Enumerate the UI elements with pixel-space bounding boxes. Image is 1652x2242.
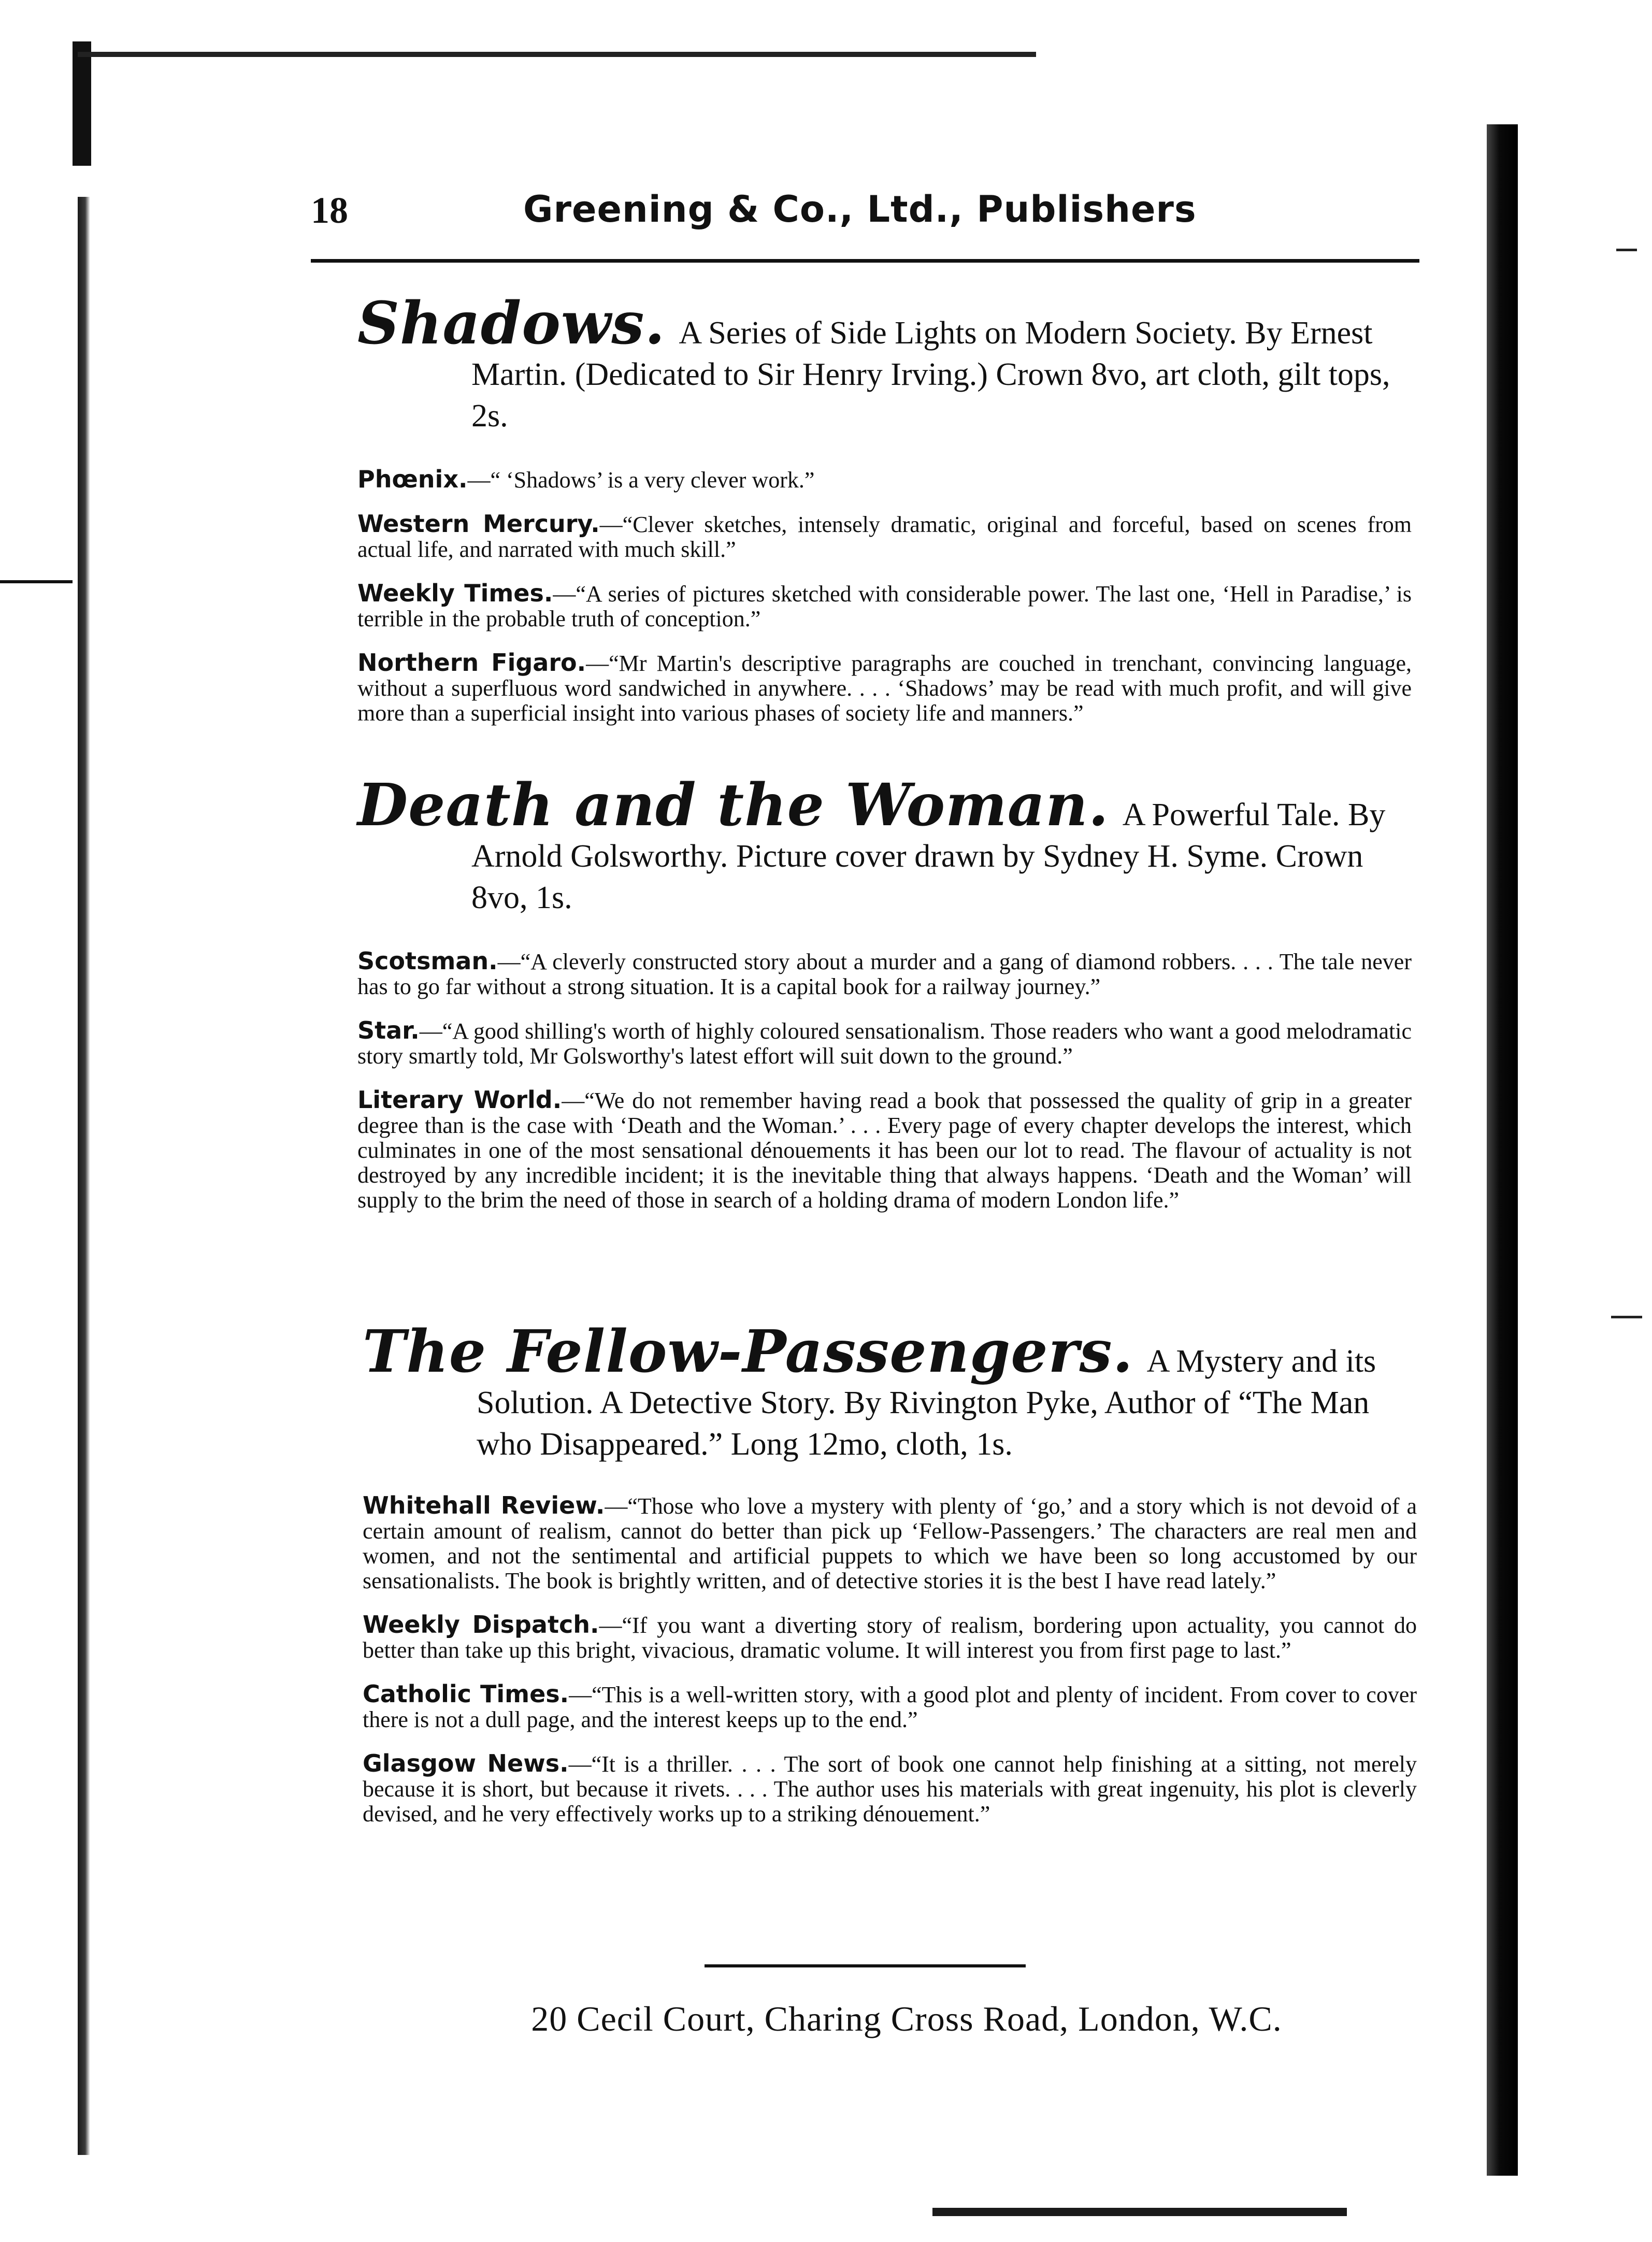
review [363,1681,1417,1732]
page-number: 18 [311,190,348,231]
scan-edge-artifact [78,197,90,2155]
scan-edge-artifact [78,52,1036,57]
review [363,1751,1417,1827]
book-description: A Series of Side Lights on Modern Society. By Ernest Martin. (Dedicated to Sir Henry Irving.) Crown 8vo, art cloth, gilt tops, 2s. [471,315,1390,434]
running-title: Greening & Co., Ltd., Publishers [523,188,1197,231]
review-text: —“A series of pictures sketched with considerable power. The last one, ‘Hell in Paradise,’ is terrible in the probable truth of conception.” [357,581,1412,631]
scan-edge-artifact [932,2208,1347,2216]
review-source: Weekly Times. [357,579,553,607]
review [363,1612,1417,1663]
footer-rule [705,1964,1026,1967]
review-source: Phœnix. [357,465,468,493]
review-source: Scotsman. [357,947,498,975]
scan-mark [0,580,73,583]
review-source: Whitehall Review. [363,1491,605,1519]
book-title: Shadows. [357,290,666,357]
book-entry [357,290,1412,726]
review-source: Literary World. [357,1086,562,1114]
book-title: Death and the Woman. [357,771,1109,839]
book-description: A Mystery and its Solution. A Detective Story. By Rivington Pyke, Author of “The Man who Disappeared.” Long 12mo, cloth, 1s. [477,1344,1376,1462]
review-source: Star. [357,1016,420,1044]
review-source: Glasgow News. [363,1749,569,1777]
review-source: Weekly Dispatch. [363,1611,599,1639]
book-entry [357,771,1412,1213]
review [357,650,1412,726]
review-text: —“ ‘Shadows’ is a very clever work.” [467,467,815,493]
publisher-address: 20 Cecil Court, Charing Cross Road, London, W.C. [531,1999,1282,2038]
review-source: Northern Figaro. [357,649,586,677]
review-text: —“A good shilling's worth of highly coloured sensationalism. Those readers who want a good melodramatic story smartly told, Mr Golsworthy's latest effort will suit down to the ground.” [357,1018,1412,1069]
scan-mark [1616,249,1637,251]
review-text: —“Mr Martin's descriptive paragraphs are couched in trenchant, convincing language, without a superfluous word sandwiched in anywhere. . . . ‘Shadows’ may be read with much profit, and will give more than a superficial insight into various phases of society life and manners.” [357,651,1412,726]
book-heading [363,1318,1417,1465]
review [357,948,1412,999]
review [357,511,1412,562]
review [357,1018,1412,1069]
scan-edge-artifact [1487,124,1518,2176]
book-heading [357,771,1412,918]
scan-edge-artifact [73,41,91,166]
review [357,1087,1412,1213]
review [357,581,1412,631]
book-title: The Fellow-Passengers. [363,1318,1133,1386]
review-source: Catholic Times. [363,1680,569,1708]
review-text: —“Clever sketches, intensely dramatic, original and forceful, based on scenes from actual life, and narrated with much skill.” [357,512,1412,562]
scan-mark [1611,1316,1642,1318]
review-source: Western Mercury. [357,510,600,538]
review [357,467,1412,493]
review-text: —“This is a well-written story, with a good plot and plenty of incident. From cover to cover there is not a dull page, and the interest keeps up to the end.” [363,1682,1417,1732]
book-description: A Powerful Tale. By Arnold Golsworthy. Picture cover drawn by Sydney H. Syme. Crown 8vo, 1s. [471,797,1386,915]
review [363,1493,1417,1593]
review-text: —“Those who love a mystery with plenty of ‘go,’ and a story which is not devoid of a certain amount of realism, cannot do better than pick up ‘Fellow-Passengers.’ The characters are real men and women, and not the sentimental and artificial puppets to which we have been so long accustomed by our sensationalists. The book is brightly written, and of detective stories it is the best I have read lately.” [363,1493,1417,1593]
review-text: —“We do not remember having read a book that possessed the quality of grip in a greater degree than is the case with ‘Death and the Woman.’ . . . Every page of every chapter develops the interest, which culminates in one of the most sensational dénouements it has been our lot to read. The flavour of actuality is not destroyed by any incredible incident; it is the inevitable thing that always happens. ‘Death and the Woman’ will supply to the brim the need of those in search of a holding drama of modern London life.” [357,1088,1412,1213]
running-header [311,179,1419,241]
header-rule [311,259,1419,263]
book-heading [357,290,1412,437]
book-entry [363,1318,1417,1827]
review-text: —“It is a thriller. . . . The sort of book one cannot help finishing at a sitting, not merely because it is short, but because it rivets. . . . The author uses his materials with great ingenuity, his plot is cleverly devised, and he very effectively works up to a striking dénouement.” [363,1751,1417,1827]
review-text: —“A cleverly constructed story about a murder and a gang of diamond robbers. . . . The tale never has to go far without a strong situation. It is a capital book for a railway journey.” [357,949,1412,999]
review-text: —“If you want a diverting story of realism, bordering upon actuality, you cannot do better than take up this bright, vivacious, dramatic volume. It will interest you from first page to last.” [363,1613,1417,1663]
